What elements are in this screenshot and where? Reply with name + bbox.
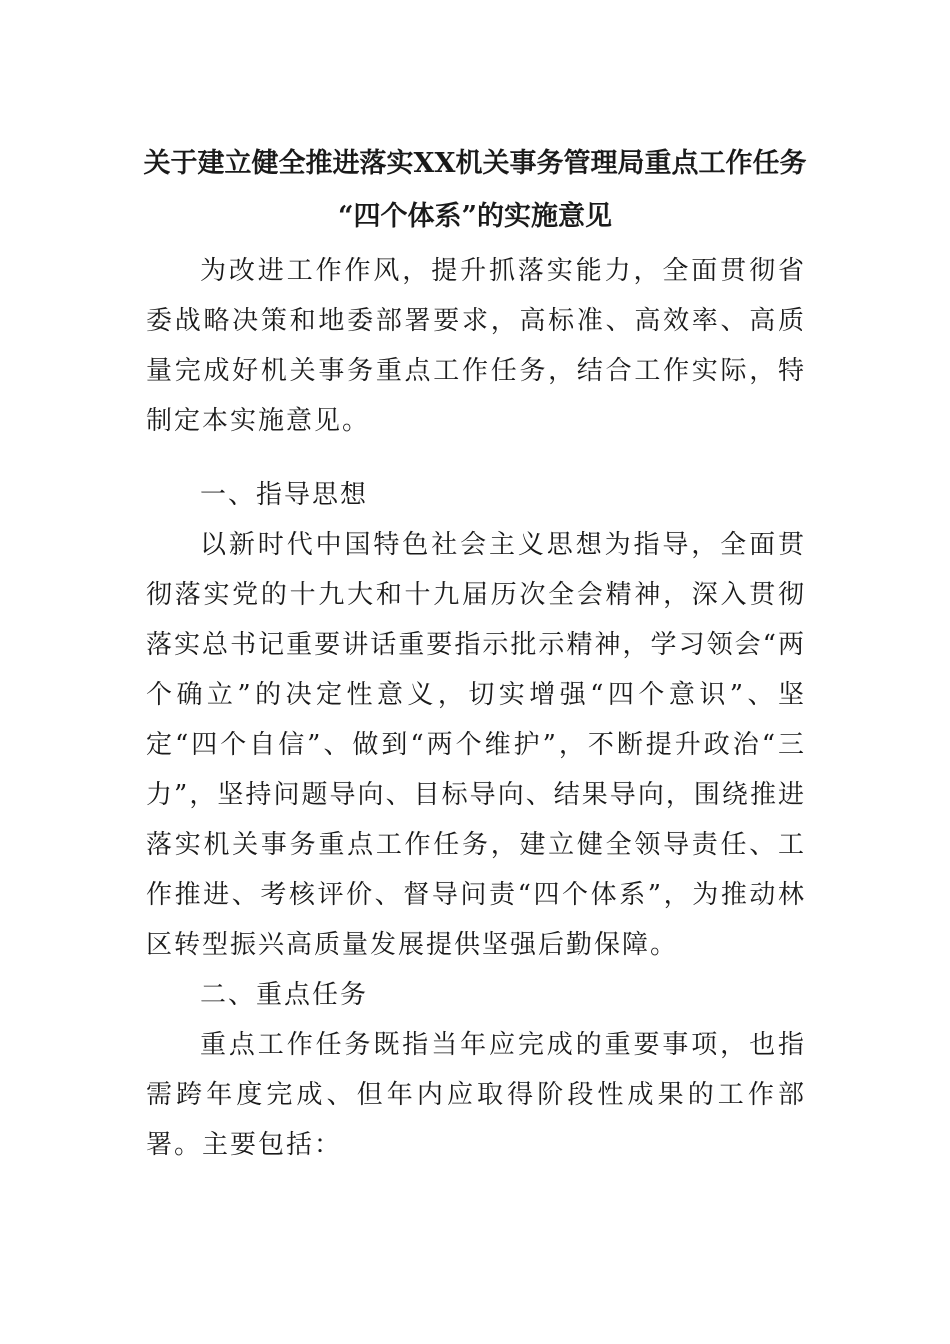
document-title-line-1: 关于建立健全推进落实XX机关事务管理局重点工作任务 [143,148,807,179]
section-1-paragraph: 以新时代中国特色社会主义思想为指导，全面贯彻落实党的十九大和十九届历次全会精神，深入贯彻落实总书记重要讲话重要指示批示精神，学习领会“两个确立”的决定性意义，切实增强“四个意识”、坚定“四个自信”、做到“两个维护”，不断提升政治“三力”，坚持问题导向、目标导向、结果导向，围绕推进落实机关事务重点工作任务，建立健全领导责任、工作推进、考核评价、督导问责“四个体系”，为推动林区转型振兴高质量发展提供坚强后勤保障。 [146,530,806,960]
section-2-paragraph: 重点工作任务既指当年应完成的重要事项，也指需跨年度完成、但年内应取得阶段性成果的工作部署。主要包括： [146,1030,806,1160]
document-title-line-2: “四个体系”的实施意见 [337,201,613,232]
intro-paragraph: 为改进工作作风，提升抓落实能力，全面贯彻省委战略决策和地委部署要求，高标准、高效率、高质量完成好机关事务重点工作任务，结合工作实际，特制定本实施意见。 [146,256,806,436]
section-2-heading: 二、重点任务 [200,980,369,1010]
section-1-heading: 一、指导思想 [200,480,369,510]
